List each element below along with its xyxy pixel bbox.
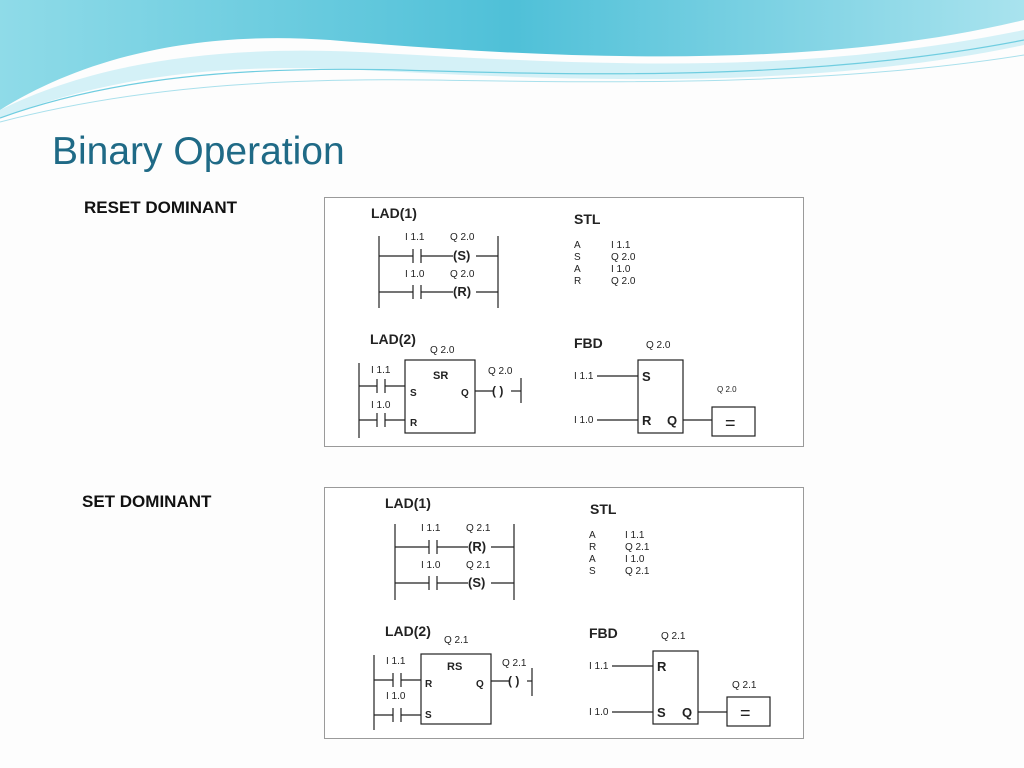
stl-operand: I 1.0 <box>625 554 645 565</box>
stl-heading: STL <box>574 211 601 227</box>
lad1-heading: LAD(1) <box>371 205 417 221</box>
lad1-rung1-contact-addr: I 1.1 <box>421 523 441 534</box>
lad2-top-contact-addr: I 1.1 <box>386 656 406 667</box>
lad2-block-addr: Q 2.0 <box>430 345 455 356</box>
fbd-assign: = <box>725 413 736 433</box>
diagram-panel-set-dominant <box>324 487 804 739</box>
stl-operand: Q 2.0 <box>611 252 636 263</box>
set-dominant-diagram <box>325 488 803 738</box>
lad2-block-name: SR <box>433 370 449 382</box>
lad2-bottom-pin: S <box>425 710 432 721</box>
lad2-top-pin: R <box>425 679 433 690</box>
lad1-rung2-output-addr: Q 2.0 <box>450 269 475 280</box>
lad2-block-name: RS <box>447 661 463 673</box>
stl-op: A <box>574 240 581 251</box>
lad1-rung2-output-addr: Q 2.1 <box>466 560 491 571</box>
fbd-top-pin: S <box>642 369 651 384</box>
lad2-out-pin: Q <box>461 388 469 399</box>
lad1-rung1-output-addr: Q 2.0 <box>450 232 475 243</box>
section-label-set-dominant: SET DOMINANT <box>82 492 212 511</box>
lad1-rung2-contact-addr: I 1.0 <box>421 560 441 571</box>
lad2-heading: LAD(2) <box>385 623 431 639</box>
lad1-rung1-coil: (R) <box>468 539 487 554</box>
lad1-heading: LAD(1) <box>385 495 431 511</box>
stl-op: R <box>589 542 597 553</box>
header-wave-banner <box>0 0 1024 125</box>
lad1-rung2-coil: (R) <box>453 284 472 299</box>
stl-op: A <box>574 264 581 275</box>
fbd-bottom-pin: R <box>642 413 652 428</box>
fbd-block-addr: Q 2.0 <box>646 340 671 351</box>
section-label-reset-dominant: RESET DOMINANT <box>84 198 237 217</box>
fbd-bottom-input: I 1.0 <box>589 707 609 718</box>
fbd-out-pin: Q <box>667 413 678 428</box>
fbd-out-addr: Q 2.0 <box>717 385 737 394</box>
fbd-bottom-input: I 1.0 <box>574 415 594 426</box>
lad2-bottom-contact-addr: I 1.0 <box>371 400 391 411</box>
stl-operand: I 1.1 <box>611 240 631 251</box>
fbd-top-pin: R <box>657 659 667 674</box>
lad2-top-contact-addr: I 1.1 <box>371 365 391 376</box>
lad1-rung1-contact-addr: I 1.1 <box>405 232 425 243</box>
fbd-block-addr: Q 2.1 <box>661 631 686 642</box>
lad2-out-pin: Q <box>476 679 484 690</box>
fbd-top-input: I 1.1 <box>589 661 609 672</box>
lad1-rung1-coil: (S) <box>453 248 471 263</box>
stl-heading: STL <box>590 501 617 517</box>
stl-operand: I 1.0 <box>611 264 631 275</box>
stl-op: A <box>589 554 596 565</box>
lad2-out-addr: Q 2.1 <box>502 658 527 669</box>
lad2-bottom-contact-addr: I 1.0 <box>386 691 406 702</box>
lad1-rung1-output-addr: Q 2.1 <box>466 523 491 534</box>
fbd-assign: = <box>740 703 751 723</box>
diagram-panel-reset-dominant <box>324 197 804 447</box>
lad2-out-addr: Q 2.0 <box>488 366 513 377</box>
lad2-bottom-pin: R <box>410 418 418 429</box>
fbd-out-addr: Q 2.1 <box>732 680 757 691</box>
fbd-bottom-pin: S <box>657 705 666 720</box>
fbd-heading: FBD <box>574 335 603 351</box>
lad1-rung2-contact-addr: I 1.0 <box>405 269 425 280</box>
reset-dominant-diagram <box>325 198 803 446</box>
fbd-top-input: I 1.1 <box>574 371 594 382</box>
lad2-heading: LAD(2) <box>370 331 416 347</box>
stl-operand: Q 2.0 <box>611 276 636 287</box>
lad2-top-pin: S <box>410 388 417 399</box>
stl-op: S <box>574 252 581 263</box>
lad2-coil: ( ) <box>508 674 520 688</box>
stl-op: S <box>589 566 596 577</box>
stl-op: R <box>574 276 582 287</box>
lad2-coil: ( ) <box>492 384 504 398</box>
stl-operand: Q 2.1 <box>625 566 650 577</box>
stl-operand: Q 2.1 <box>625 542 650 553</box>
fbd-out-pin: Q <box>682 705 693 720</box>
lad1-rung2-coil: (S) <box>468 575 486 590</box>
lad2-block-addr: Q 2.1 <box>444 635 469 646</box>
stl-op: A <box>589 530 596 541</box>
slide-title: Binary Operation <box>52 130 345 173</box>
stl-operand: I 1.1 <box>625 530 645 541</box>
fbd-heading: FBD <box>589 625 618 641</box>
